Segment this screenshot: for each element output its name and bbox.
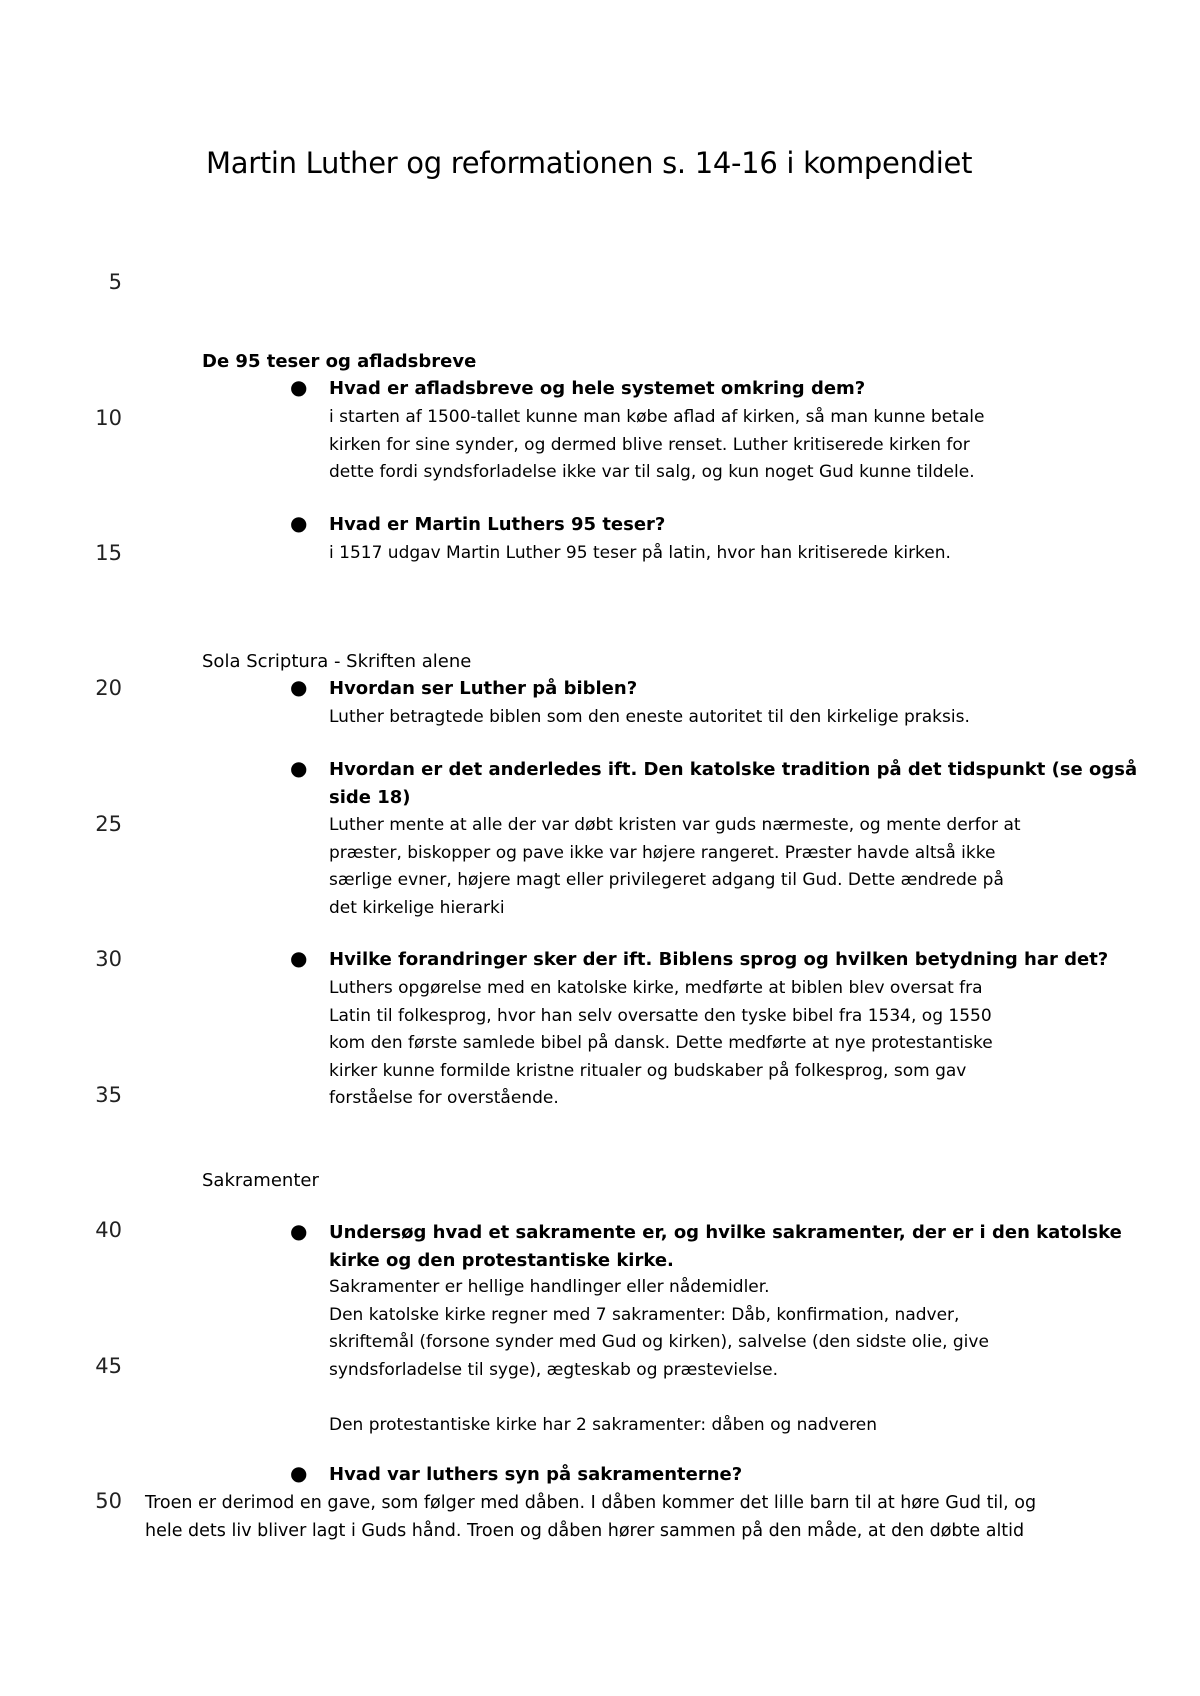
bullet-icon: ● (290, 946, 308, 970)
line-number: 10 (95, 406, 122, 430)
question-line: Hvad er Martin Luthers 95 teser? (329, 514, 666, 535)
answer-line: det kirkelige hierarki (329, 897, 505, 918)
answer-line: præster, biskopper og pave ikke var højere rangeret. Præster havde altså ikke (329, 842, 996, 863)
line-number: 25 (95, 812, 122, 836)
bullet-icon: ● (290, 511, 308, 535)
answer (329, 704, 1089, 732)
question-line: Hvad var luthers syn på sakramenterne? (329, 1464, 743, 1485)
answer-line: forståelse for overstående. (329, 1088, 559, 1108)
answer-line: Luther mente at alle der var døbt kristen var guds nærmeste, og mente derfor at (329, 815, 1021, 835)
answer-line: Den protestantiske kirke har 2 sakramenter: dåben og nadveren (329, 1414, 878, 1435)
question-line: Hvordan ser Luther på biblen? (329, 678, 638, 699)
line-number: 5 (108, 270, 122, 294)
answer (329, 975, 1089, 1113)
answer-line: i 1517 udgav Martin Luther 95 teser på latin, hvor han kritiserede kirken. (329, 543, 951, 563)
line-number: 20 (95, 676, 122, 700)
answer (329, 404, 1089, 487)
section-heading: Sakramenter (202, 1170, 319, 1191)
closing-paragraph (145, 1490, 1036, 1545)
answer-line: syndsforladelse til syge), ægteskab og præstevielse. (329, 1359, 779, 1380)
answer (329, 812, 1089, 922)
answer-line: kirker kunne formilde kristne ritualer og budskaber på folkesprog, som gav (329, 1060, 967, 1081)
answer-line: særlige evner, højere magt eller privilegeret adgang til Gud. Dette ændrede på (329, 870, 1004, 890)
question (329, 756, 1138, 812)
bullet-icon: ● (290, 756, 308, 780)
question (329, 1461, 1069, 1489)
section-heading: Sola Scriptura - Skriften alene (202, 651, 472, 672)
answer-line: Luther betragtede biblen som den eneste autoritet til den kirkelige praksis. (329, 707, 970, 727)
answer-line: dette fordi syndsforladelse ikke var til salg, og kun noget Gud kunne tildele. (329, 462, 975, 482)
answer-line: Den katolske kirke regner med 7 sakramenter: Dåb, konfirmation, nadver, (329, 1304, 960, 1325)
bullet-icon: ● (290, 1461, 308, 1485)
answer-line (329, 1384, 1089, 1412)
answer-line: kom den første samlede bibel på dansk. Dette medførte at nye protestantiske (329, 1033, 993, 1053)
line-number: 15 (95, 541, 122, 565)
question (329, 511, 1069, 539)
line-number: 40 (95, 1218, 122, 1242)
answer-line: kirken for sine synder, og dermed blive renset. Luther kritiserede kirken for (329, 434, 970, 455)
line-number: 50 (95, 1489, 122, 1513)
answer-line: Sakramenter er hellige handlinger eller nådemidler. (329, 1277, 770, 1297)
document-title: Martin Luther og reformationen s. 14-16 i kompendiet (206, 146, 973, 180)
answer-line: skriftemål (forsone synder med Gud og kirken), salvelse (den sidste olie, give (329, 1332, 989, 1352)
question-line: Hvad er afladsbreve og hele systemet omkring dem? (329, 378, 866, 399)
bullet-icon: ● (290, 375, 308, 399)
question (329, 1219, 1122, 1275)
paragraph-line: Troen er derimod en gave, som følger med dåben. I dåben kommer det lille barn til at høre Gud til, og (145, 1493, 1037, 1513)
section-heading: De 95 teser og afladsbreve (202, 351, 477, 372)
question (329, 946, 1109, 974)
answer (329, 1274, 1089, 1439)
paragraph-line: hele dets liv bliver lagt i Guds hånd. Troen og dåben hører sammen på den måde, at den døbte altid (145, 1520, 1025, 1541)
question (329, 375, 1069, 403)
question-line: Hvordan er det anderledes ift. Den katolske tradition på det tidspunkt (se også (329, 759, 1138, 780)
line-number: 45 (95, 1354, 122, 1378)
line-number: 35 (95, 1083, 122, 1107)
question-line: Undersøg hvad et sakramente er, og hvilke sakramenter, der er i den katolske (329, 1222, 1122, 1243)
question-line: kirke og den protestantiske kirke. (329, 1250, 674, 1271)
question-line: Hvilke forandringer sker der ift. Biblens sprog og hvilken betydning har det? (329, 949, 1109, 970)
answer-line: Luthers opgørelse med en katolske kirke, medførte at biblen blev oversat fra (329, 978, 983, 998)
bullet-icon: ● (290, 1219, 308, 1243)
answer-line: i starten af 1500-tallet kunne man købe aflad af kirken, så man kunne betale (329, 407, 985, 427)
question-line: side 18) (329, 787, 411, 808)
line-number: 30 (95, 947, 122, 971)
question (329, 675, 1069, 703)
bullet-icon: ● (290, 675, 308, 699)
answer-line: Latin til folkesprog, hvor han selv oversatte den tyske bibel fra 1534, og 1550 (329, 1005, 992, 1026)
answer (329, 540, 1089, 568)
